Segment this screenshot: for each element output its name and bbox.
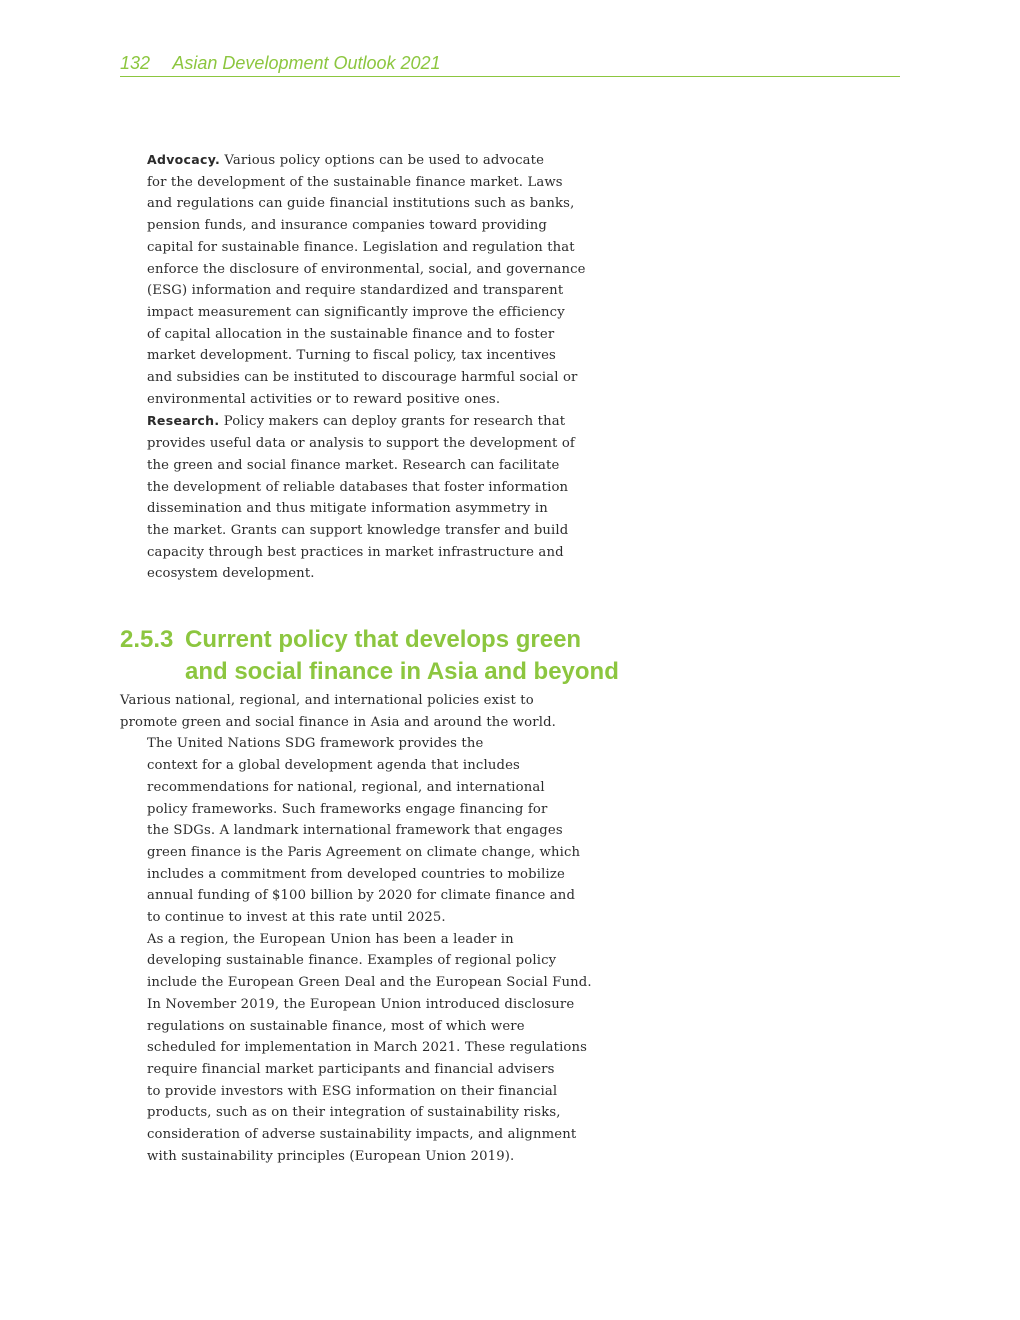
text-line: provides useful data or analysis to support the development of bbox=[147, 436, 575, 452]
text-line: The United Nations SDG framework provides the bbox=[147, 736, 484, 752]
section-number: 2.5.3 bbox=[120, 626, 174, 653]
text-line: capacity through best practices in market infrastructure and bbox=[147, 544, 564, 560]
text-line: green finance is the Paris Agreement on climate change, which bbox=[147, 844, 581, 860]
paragraph-research bbox=[120, 410, 620, 585]
section-title bbox=[185, 624, 640, 688]
text-line: with sustainability principles (European Union 2019). bbox=[147, 1148, 515, 1164]
text-line: includes a commitment from developed countries to mobilize bbox=[147, 866, 565, 882]
text-line: policy frameworks. Such frameworks engage financing for bbox=[147, 801, 548, 817]
section-title-line: Current policy that develops green bbox=[185, 626, 582, 653]
text-line: promote green and social finance in Asia and around the world. bbox=[120, 714, 557, 730]
text-line: to provide investors with ESG information on their financial bbox=[147, 1083, 558, 1099]
text-line: for the development of the sustainable finance market. Laws bbox=[147, 174, 563, 190]
text-line: market development. Turning to fiscal policy, tax incentives bbox=[147, 348, 556, 364]
text-line: the green and social finance market. Research can facilitate bbox=[147, 457, 560, 473]
text-line: the SDGs. A landmark international framework that engages bbox=[147, 823, 563, 839]
body-column-top bbox=[120, 149, 620, 585]
text-line: consideration of adverse sustainability impacts, and alignment bbox=[147, 1127, 577, 1143]
text-line: As a region, the European Union has been a leader in bbox=[147, 931, 514, 947]
text-line: scheduled for implementation in March 2021. These regulations bbox=[147, 1040, 588, 1056]
text-line: pension funds, and insurance companies toward providing bbox=[147, 218, 547, 234]
run-in-heading-research: Research. bbox=[147, 413, 220, 429]
text-line: Various national, regional, and international policies exist to bbox=[120, 693, 534, 708]
text-line: and regulations can guide financial institutions such as banks, bbox=[147, 196, 575, 212]
text-line: enforce the disclosure of environmental, social, and governance bbox=[147, 261, 586, 277]
section-title-line: and social finance in Asia and beyond bbox=[185, 658, 619, 685]
paragraph-intro bbox=[120, 690, 620, 733]
text-line: and subsidies can be instituted to discourage harmful social or bbox=[147, 370, 578, 386]
section-heading bbox=[120, 624, 640, 688]
text-line: context for a global development agenda that includes bbox=[147, 758, 520, 774]
text-line: environmental activities or to reward positive ones. bbox=[147, 391, 501, 407]
page-number: 132 bbox=[120, 53, 151, 73]
run-in-heading-advocacy: Advocacy. bbox=[147, 152, 221, 167]
text-line: require financial market participants and financial advisers bbox=[147, 1061, 555, 1077]
text-line: the development of reliable databases that foster information bbox=[147, 479, 569, 495]
text-line: recommendations for national, regional, and international bbox=[147, 779, 545, 795]
paragraph-un-sdg bbox=[120, 733, 620, 928]
running-header bbox=[120, 50, 900, 77]
text-line: products, such as on their integration of sustainability risks, bbox=[147, 1105, 561, 1121]
publication-title: Asian Development Outlook 2021 bbox=[172, 53, 441, 73]
body-column-bottom bbox=[120, 690, 620, 1167]
text-line: regulations on sustainable finance, most of which were bbox=[147, 1018, 525, 1034]
text-line: In November 2019, the European Union introduced disclosure bbox=[147, 996, 575, 1012]
paragraph-european-union bbox=[120, 929, 620, 1168]
text-line: to continue to invest at this rate until 2025. bbox=[147, 910, 446, 926]
text-line: annual funding of $100 billion by 2020 for climate finance and bbox=[147, 888, 576, 904]
text-line: of capital allocation in the sustainable finance and to foster bbox=[147, 326, 555, 342]
text-line: ecosystem development. bbox=[147, 566, 315, 582]
text-line: dissemination and thus mitigate information asymmetry in bbox=[147, 501, 548, 517]
text-line: capital for sustainable finance. Legislation and regulation that bbox=[147, 239, 575, 255]
paragraph-advocacy bbox=[120, 149, 620, 410]
text-line: the market. Grants can support knowledge transfer and build bbox=[147, 522, 569, 538]
text-line: Advocacy. Various policy options can be used to advocate bbox=[147, 152, 545, 168]
text-line: Research. Policy makers can deploy grants for research that bbox=[147, 413, 566, 430]
text-line: impact measurement can significantly improve the efficiency bbox=[147, 304, 565, 320]
text-line: include the European Green Deal and the European Social Fund. bbox=[147, 975, 592, 991]
text-line: developing sustainable finance. Examples of regional policy bbox=[147, 953, 557, 969]
text-line: (ESG) information and require standardized and transparent bbox=[147, 283, 564, 299]
